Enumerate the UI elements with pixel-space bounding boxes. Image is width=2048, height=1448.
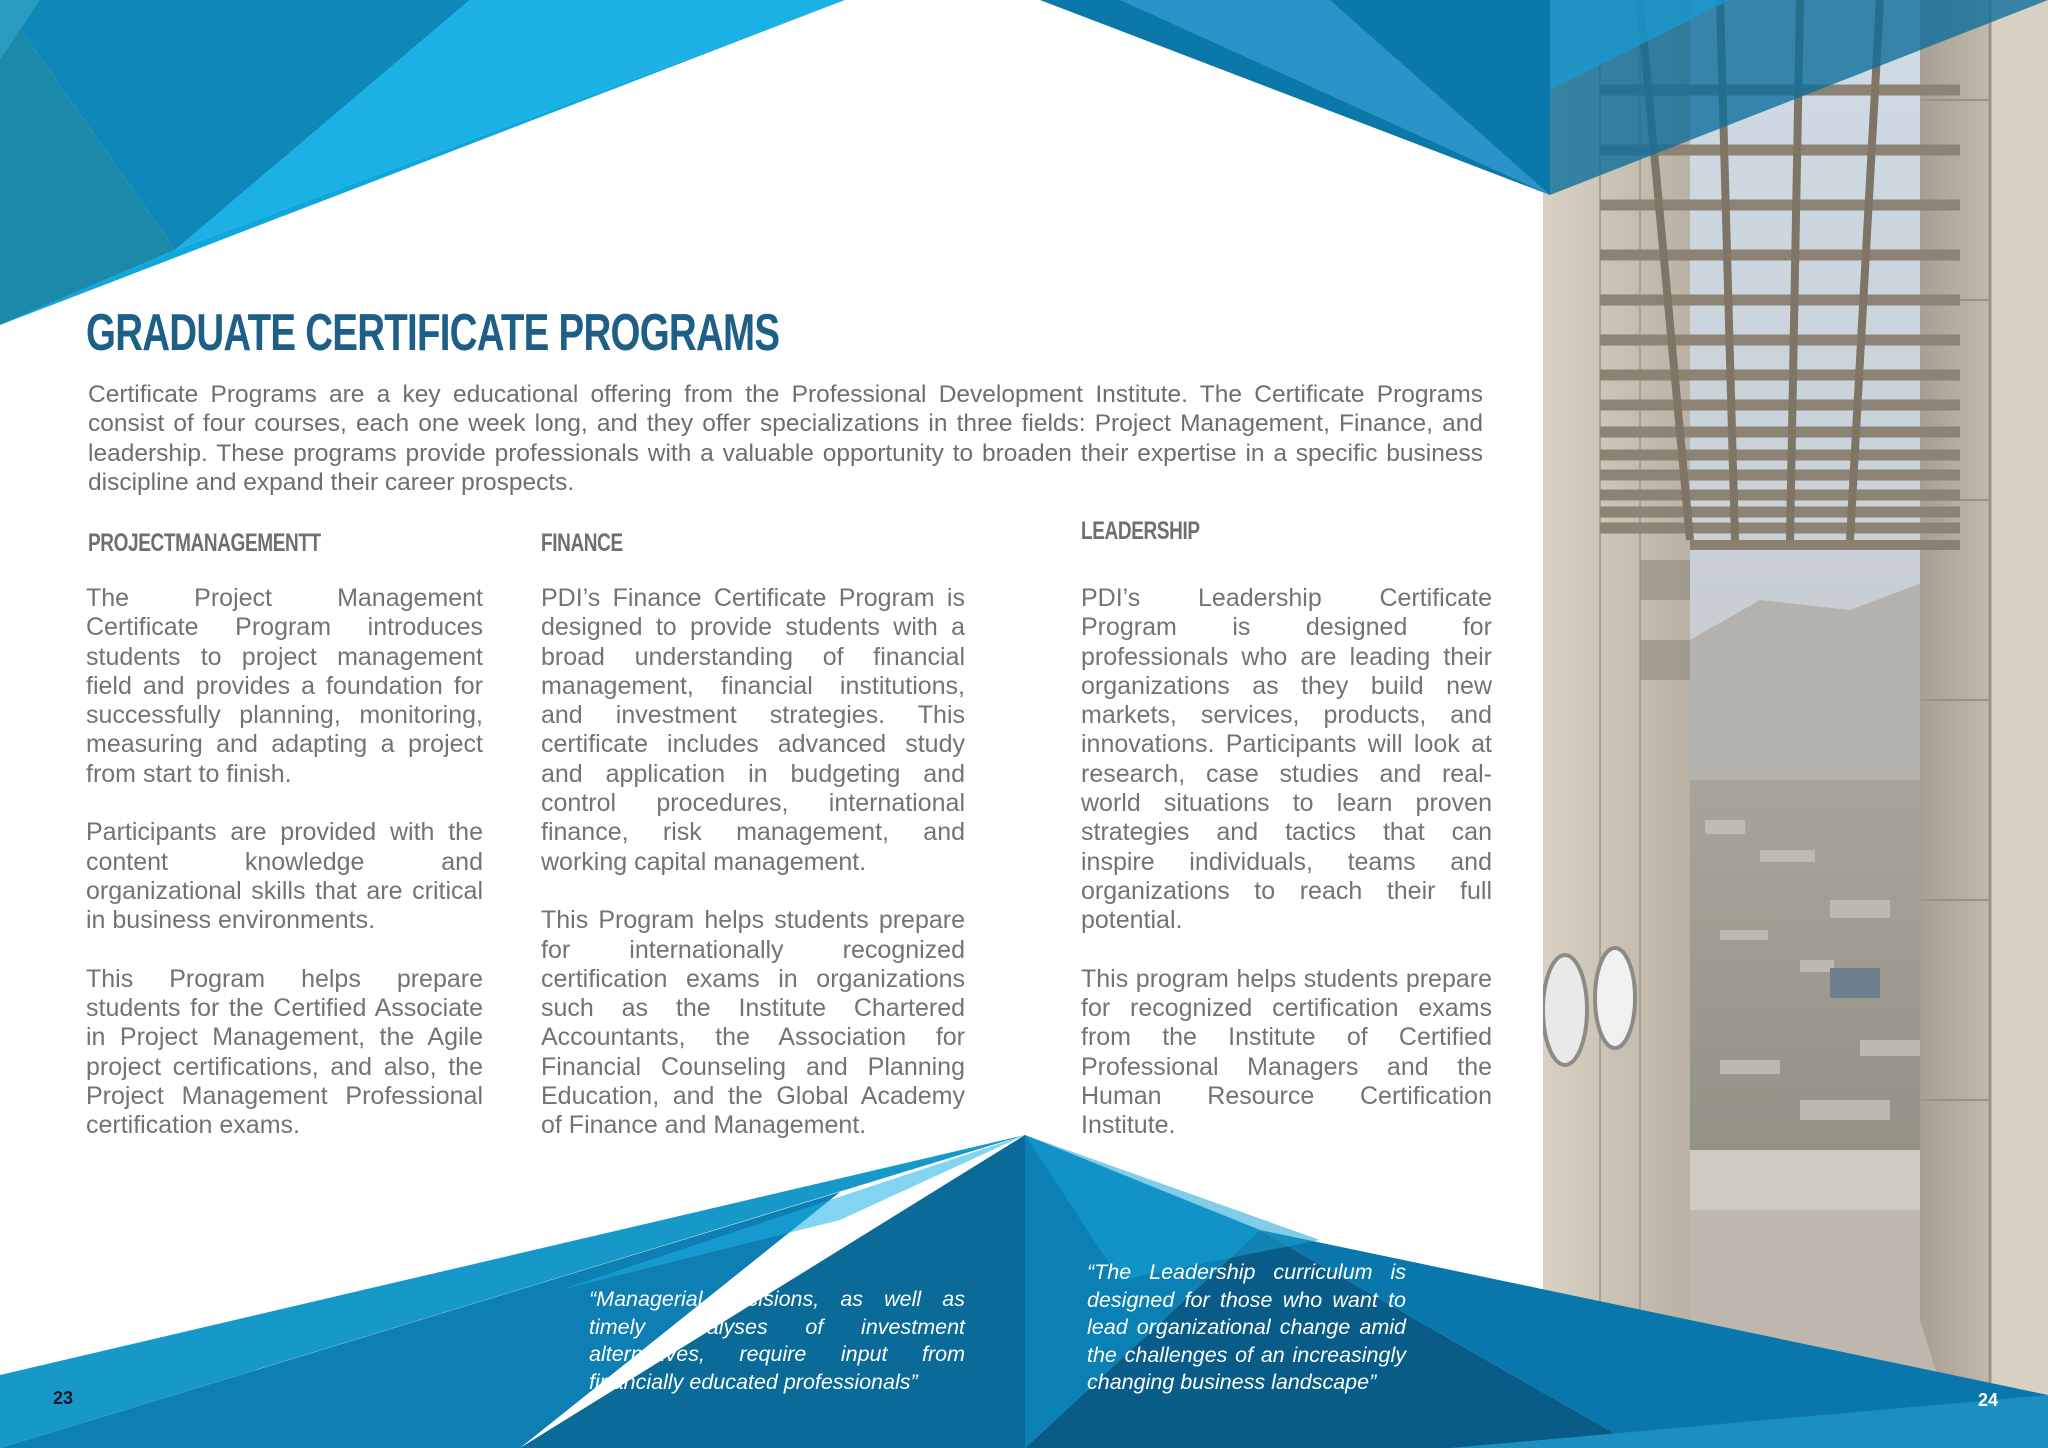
intro-paragraph: Certificate Programs are a key educational offering from the Professional Development Institute. The Certificate Programs consist of four courses, each one week long, and they offer specializations in three fields: Project Management, Finance, and leadership. These programs provide professionals with a valuable opportunity to broaden their expertise in a specific business discipline and expand their career prospects. [88, 381, 1483, 497]
finance-heading: FINANCE [541, 529, 623, 557]
page-number-right: 24 [1978, 1390, 1999, 1410]
leadership-column [1081, 584, 1492, 1170]
building-photo [1543, 0, 2048, 1448]
project-management-column [86, 584, 483, 1170]
finance-paragraph: PDI’s Finance Certificate Program is designed to provide students with a broad understanding of financial management, financial institutions, and investment strategies. This certificate includes advanced study and application in budgeting and control procedures, international finance, risk management, and working capital management. [541, 584, 965, 876]
leadership-quote: “The Leadership curriculum is designed for those who want to lead organizational change amid the challenges of an increasingly changing business landscape” [1087, 1260, 1406, 1394]
leadership-paragraph: PDI’s Leadership Certificate Program is designed for professionals who are leading their organizations as they build new markets, services, products, and innovations. Participants will look at research, case studies and real-world situations to learn proven strategies and tactics that can inspire individuals, teams and organizations to reach their full potential. [1081, 584, 1492, 935]
finance-paragraph: This Program helps students prepare for internationally recognized certification exams in organizations such as the Institute Chartered Accountants, the Association for Financial Counseling and Planning Education, and the Global Academy of Finance and Management. [541, 906, 965, 1140]
page-number-left: 23 [53, 1388, 74, 1408]
leadership-paragraph: This program helps students prepare for recognized certification exams from the Institute of Certified Professional Managers and the Human Resource Certification Institute. [1081, 964, 1492, 1140]
project-paragraph: This Program helps prepare students for the Certified Associate in Project Management, the Agile project certifications, and also, the Project Management Professional certification exams. [86, 964, 483, 1140]
leadership-heading: LEADERSHIP [1081, 517, 1200, 545]
project-paragraph: Participants are provided with the content knowledge and organizational skills that are critical in business environments. [86, 818, 483, 935]
finance-column [541, 584, 965, 1170]
project-management-heading: PROJECTMANAGEMENTT [88, 529, 321, 557]
page-title: GRADUATE CERTIFICATE PROGRAMS [86, 304, 780, 362]
finance-quote: “Managerial decisions, as well as timely analyses of investment alternatives, require input from financially educated professionals” [589, 1287, 965, 1394]
project-paragraph: The Project Management Certificate Program introduces students to project management field and provides a foundation for successfully planning, monitoring, measuring and adapting a project from start to finish. [86, 584, 483, 788]
